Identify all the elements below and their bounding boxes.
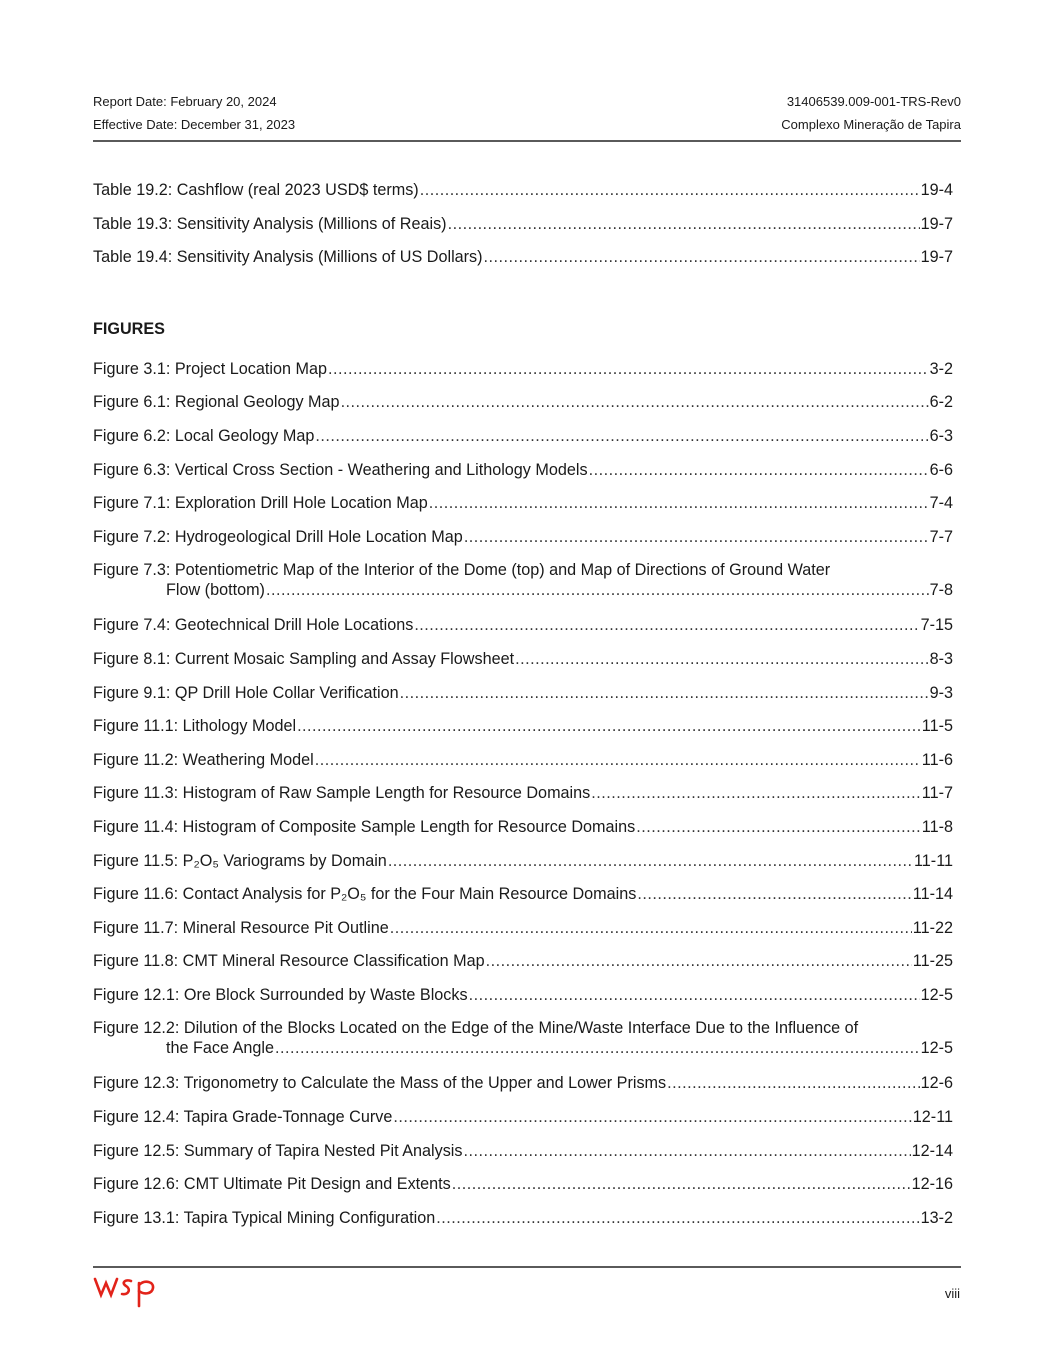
effective-date: Effective Date: December 31, 2023 xyxy=(93,117,296,132)
toc-entry-label: Figure 6.1: Regional Geology Map xyxy=(93,393,340,412)
dot-leader xyxy=(388,851,913,871)
toc-entry-label: Figure 7.3: Potentiometric Map of the Interior of the Dome (top) and Map of Directions of Ground Water xyxy=(93,561,831,580)
toc-entry-page: 13-2 xyxy=(920,1208,953,1227)
figures-heading: FIGURES xyxy=(93,319,165,338)
toc-entry-label: Figure 12.3: Trigonometry to Calculate the Mass of the Upper and Lower Prisms xyxy=(93,1074,667,1093)
toc-entry[interactable] xyxy=(93,357,953,391)
figures-section xyxy=(93,357,953,1240)
dot-leader xyxy=(469,985,920,1005)
dot-leader xyxy=(463,1141,910,1161)
toc-entry-label: Figure 12.4: Tapira Grade-Tonnage Curve xyxy=(93,1108,393,1127)
toc-entry-page: 11-25 xyxy=(912,952,953,971)
toc-entry[interactable] xyxy=(93,212,953,246)
header-divider xyxy=(93,140,961,142)
toc-entry[interactable] xyxy=(93,714,953,748)
toc-entry-page: 7-15 xyxy=(920,616,953,635)
toc-entry-label: Figure 9.1: QP Drill Hole Collar Verification xyxy=(93,683,399,702)
dot-leader xyxy=(637,884,911,904)
toc-entry-page: 11-6 xyxy=(921,750,953,769)
toc-entry-page: 6-3 xyxy=(929,426,953,445)
toc-entry-page: 3-2 xyxy=(929,359,953,378)
toc-entry-page: 8-3 xyxy=(929,649,953,668)
toc-entry-label: Figure 11.4: Histogram of Composite Sample Length for Resource Domains xyxy=(93,817,636,836)
toc-entry[interactable] xyxy=(93,916,953,950)
doc-number: 31406539.009-001-TRS-Rev0 xyxy=(786,94,961,109)
toc-entry-page: 19-7 xyxy=(920,248,953,267)
toc-entry-page: 12-14 xyxy=(911,1141,953,1160)
dot-leader xyxy=(452,1174,911,1194)
dot-leader xyxy=(448,214,920,234)
wsp-logo xyxy=(93,1273,157,1314)
toc-entry-label: Figure 6.2: Local Geology Map xyxy=(93,426,315,445)
dot-leader xyxy=(636,817,921,837)
dot-leader xyxy=(591,783,921,803)
toc-entry[interactable] xyxy=(93,1105,953,1139)
toc-entry[interactable] xyxy=(93,390,953,424)
toc-entry[interactable] xyxy=(93,849,953,883)
toc-list xyxy=(93,178,953,1239)
dot-leader xyxy=(515,649,929,669)
toc-entry[interactable] xyxy=(93,1139,953,1173)
dot-leader xyxy=(484,247,920,267)
toc-entry-page: 11-22 xyxy=(912,918,953,937)
toc-entry[interactable] xyxy=(93,558,953,613)
toc-entry-label: Figure 12.6: CMT Ultimate Pit Design and Extents xyxy=(93,1175,451,1194)
dot-leader xyxy=(390,918,912,938)
toc-entry-page: 11-8 xyxy=(921,817,953,836)
dot-leader xyxy=(400,683,929,703)
toc-entry-label: Figure 8.1: Current Mosaic Sampling and Assay Flowsheet xyxy=(93,649,515,668)
dot-leader xyxy=(589,460,929,480)
toc-entry[interactable] xyxy=(93,1071,953,1105)
toc-entry[interactable] xyxy=(93,613,953,647)
dot-leader xyxy=(297,716,921,736)
toc-entry-page: 7-7 xyxy=(929,527,953,546)
toc-entry[interactable] xyxy=(93,983,953,1017)
toc-entry-page: 6-2 xyxy=(929,393,953,412)
toc-entry-label: Figure 3.1: Project Location Map xyxy=(93,359,327,378)
toc-entry-page: 12-11 xyxy=(912,1108,953,1127)
dot-leader xyxy=(420,180,920,200)
toc-entry-label: Figure 11.6: Contact Analysis for P₂O₅ for the Four Main Resource Domains xyxy=(93,885,637,904)
toc-entry-label: Figure 7.4: Geotechnical Drill Hole Locations xyxy=(93,616,414,635)
toc-entry[interactable] xyxy=(93,647,953,681)
toc-entry-page: 11-7 xyxy=(921,784,953,803)
dot-leader xyxy=(667,1073,919,1093)
toc-entry-label: Figure 12.2: Dilution of the Blocks Located on the Edge of the Mine/Waste Interface Due to the Influence of xyxy=(93,1019,859,1038)
toc-entry-label: Figure 12.5: Summary of Tapira Nested Pit Analysis xyxy=(93,1141,463,1160)
toc-entry[interactable] xyxy=(93,1206,953,1240)
dot-leader xyxy=(266,580,929,600)
page-header xyxy=(93,92,961,138)
dot-leader xyxy=(328,359,929,379)
toc-entry[interactable] xyxy=(93,681,953,715)
toc-entry[interactable] xyxy=(93,882,953,916)
toc-entry[interactable] xyxy=(93,525,953,559)
toc-entry-label: Figure 13.1: Tapira Typical Mining Configuration xyxy=(93,1208,436,1227)
toc-entry-page: 7-8 xyxy=(929,581,953,600)
dot-leader xyxy=(436,1208,919,1228)
toc-entry-page: 6-6 xyxy=(929,460,953,479)
dot-leader xyxy=(429,493,929,513)
toc-entry[interactable] xyxy=(93,245,953,279)
toc-entry-label: Figure 11.7: Mineral Resource Pit Outline xyxy=(93,918,389,937)
wsp-logo-icon xyxy=(93,1273,157,1309)
toc-entry-page: 9-3 xyxy=(929,683,953,702)
toc-entry[interactable] xyxy=(93,815,953,849)
toc-entry-label: Figure 7.1: Exploration Drill Hole Location Map xyxy=(93,494,428,513)
toc-entry-page: 7-4 xyxy=(929,494,953,513)
toc-entry-page: 11-5 xyxy=(921,717,953,736)
dot-leader xyxy=(414,615,919,635)
toc-entry-label: Figure 11.1: Lithology Model xyxy=(93,717,297,736)
project-name: Complexo Mineração de Tapira xyxy=(781,117,961,132)
footer-divider xyxy=(93,1266,961,1268)
toc-entry[interactable] xyxy=(93,178,953,212)
toc-entry[interactable] xyxy=(93,781,953,815)
toc-entry-label: Table 19.3: Sensitivity Analysis (Millions of Reais) xyxy=(93,214,447,233)
toc-entry-page: 11-11 xyxy=(914,851,953,870)
toc-entry-label: Table 19.4: Sensitivity Analysis (Millions of US Dollars) xyxy=(93,248,483,267)
toc-entry-label: Figure 11.2: Weathering Model xyxy=(93,750,314,769)
dot-leader xyxy=(486,951,912,971)
toc-entry-page: 19-7 xyxy=(920,214,953,233)
toc-entry[interactable] xyxy=(93,949,953,983)
toc-entry[interactable] xyxy=(93,458,953,492)
toc-entry-label: Figure 7.2: Hydrogeological Drill Hole Location Map xyxy=(93,527,463,546)
toc-entry[interactable] xyxy=(93,491,953,525)
toc-entry-page: 12-6 xyxy=(920,1074,953,1093)
report-date: Report Date: February 20, 2024 xyxy=(93,94,277,109)
toc-entry-page: 12-16 xyxy=(911,1175,953,1194)
toc-entry-page: 12-5 xyxy=(920,985,953,1004)
toc-entry-label: Figure 11.8: CMT Mineral Resource Classification Map xyxy=(93,952,485,971)
dot-leader xyxy=(315,750,921,770)
toc-entry-label: Figure 11.5: P₂O₅ Variograms by Domain xyxy=(93,851,387,870)
toc-entry[interactable] xyxy=(93,1016,953,1071)
page-number: viii xyxy=(944,1286,960,1301)
dot-leader xyxy=(315,426,928,446)
dot-leader xyxy=(464,527,929,547)
toc-entry-label: Table 19.2: Cashflow (real 2023 USD$ terms) xyxy=(93,181,419,199)
toc-entry[interactable] xyxy=(93,748,953,782)
toc-entry-page: 11-14 xyxy=(912,885,953,904)
toc-entry-label: Figure 11.3: Histogram of Raw Sample Length for Resource Domains xyxy=(93,784,591,803)
dot-leader xyxy=(341,392,929,412)
toc-entry-page: 19-4 xyxy=(920,181,953,199)
toc-entry-page: 12-5 xyxy=(920,1039,953,1058)
tables-section xyxy=(93,178,953,279)
toc-entry[interactable] xyxy=(93,424,953,458)
toc-entry[interactable] xyxy=(93,1172,953,1206)
toc-entry-label-continued: Flow (bottom) xyxy=(166,581,265,600)
dot-leader xyxy=(393,1107,911,1127)
toc-entry-label-continued: the Face Angle xyxy=(166,1039,274,1058)
toc-entry-label: Figure 6.3: Vertical Cross Section - Weathering and Lithology Models xyxy=(93,460,588,479)
toc-entry-label: Figure 12.1: Ore Block Surrounded by Waste Blocks xyxy=(93,985,468,1004)
dot-leader xyxy=(275,1038,920,1058)
